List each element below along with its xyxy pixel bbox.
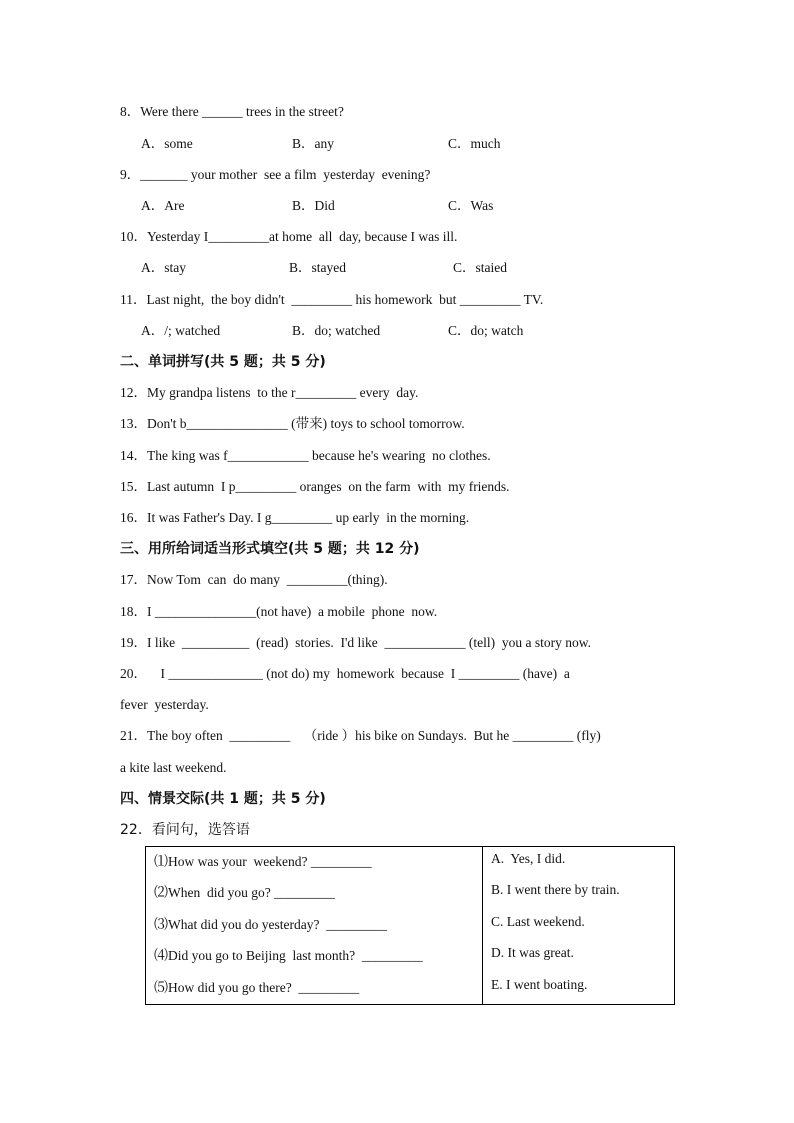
- question-8-stem: 8．Were there ______ trees in the street?: [120, 104, 344, 119]
- question-13: 13．Don't b_______________ (带来) toys to school tomorrow.: [120, 416, 465, 431]
- question-21-continued: a kite last weekend.: [120, 760, 227, 775]
- section-3-heading: 三、用所给词适当形式填空(共 5 题；共 12 分): [120, 541, 420, 557]
- question-text: How did you go there? _________: [168, 979, 360, 995]
- answer-cell: C. Last weekend.: [491, 913, 585, 929]
- question-16: 16．It was Father's Day. I g_________ up early in the morning.: [120, 510, 470, 525]
- question-text: When did you go? _________: [168, 885, 335, 900]
- item-number: ⑵: [154, 885, 168, 901]
- question-10-option-a: A．stay: [141, 260, 186, 275]
- item-number: ⑸: [154, 979, 168, 996]
- question-10-option-b: B．stayed: [289, 260, 346, 275]
- question-text: Did you go to Beijing last month? _________: [168, 948, 423, 963]
- item-number: ⑴: [154, 854, 168, 870]
- question-11-option-c: C．do; watch: [448, 323, 524, 338]
- answer-cell: D. It was great.: [491, 945, 574, 960]
- question-cell: [146, 878, 483, 910]
- question-10-stem: 10．Yesterday I_________at home all day, because I was ill.: [120, 229, 458, 244]
- question-8-option-c: C．much: [448, 136, 501, 151]
- section-4-heading: 四、情景交际(共 1 题；共 5 分): [120, 791, 326, 807]
- question-9-option-c: C．Was: [448, 198, 494, 213]
- question-14: 14．The king was f____________ because he's wearing no clothes.: [120, 448, 491, 463]
- question-9-stem: 9．_______ your mother see a film yesterday evening?: [120, 167, 431, 182]
- question-18: 18．I _______________(not have) a mobile phone now.: [120, 604, 438, 619]
- question-11-option-a: A．/; watched: [141, 323, 221, 338]
- question-text: How was your weekend? _________: [168, 854, 372, 869]
- table-row: [146, 847, 675, 879]
- question-12: 12．My grandpa listens to the r_________ every day.: [120, 385, 419, 400]
- question-cell: [146, 847, 483, 879]
- question-8-option-a: A．some: [141, 136, 193, 151]
- table-row: [146, 941, 675, 973]
- question-19: 19．I like __________ (read) stories. I'd like ____________ (tell) you a story now.: [120, 635, 591, 650]
- answer-cell: E. I went boating.: [491, 976, 588, 992]
- question-cell: [146, 910, 483, 942]
- question-8-option-b: B．any: [292, 136, 334, 151]
- table-row: [146, 878, 675, 910]
- table-row: [146, 910, 675, 942]
- matching-table: [145, 846, 675, 1005]
- question-cell: [146, 941, 483, 973]
- question-20-continued: fever yesterday.: [120, 697, 209, 712]
- answer-cell: B. I went there by train.: [491, 882, 620, 897]
- question-cell: [146, 973, 483, 1005]
- question-15: 15．Last autumn I p_________ oranges on the farm with my friends.: [120, 479, 510, 494]
- question-9-option-a: A．Are: [141, 198, 185, 213]
- question-11-stem: 11．Last night, the boy didn't _________ his homework but _________ TV.: [120, 292, 544, 307]
- table-row: [146, 973, 675, 1005]
- item-number: ⑷: [154, 948, 168, 964]
- question-11-option-b: B．do; watched: [292, 323, 381, 338]
- question-21: 21．The boy often _________ （ride ）his bike on Sundays. But he _________ (fly): [120, 728, 601, 743]
- question-9-option-b: B．Did: [292, 198, 335, 213]
- question-text: What did you do yesterday? _________: [168, 916, 387, 932]
- question-20: 20． I ______________ (not do) my homework because I _________ (have) a: [120, 666, 570, 681]
- section-2-heading: 二、单词拼写(共 5 题；共 5 分): [120, 354, 326, 370]
- question-10-option-c: C．staied: [453, 260, 507, 275]
- question-22: 22．看问句，选答语: [120, 822, 250, 838]
- item-number: ⑶: [154, 916, 168, 933]
- question-17: 17．Now Tom can do many _________(thing).: [120, 572, 388, 587]
- answer-cell: A. Yes, I did.: [491, 851, 566, 866]
